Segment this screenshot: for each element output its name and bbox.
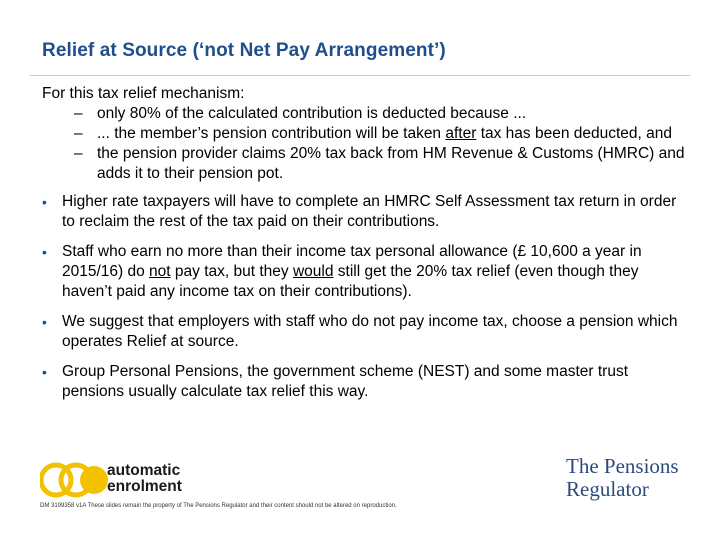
ae-line-1: automatic <box>107 462 181 479</box>
bullet-higher-rate <box>42 192 692 232</box>
footer-disclaimer: DM 3199358 v1A These slides remain the property of The Pensions Regulator and their content should not be altered on reproduction. <box>40 503 397 509</box>
bullet-personal-allowance <box>42 242 692 302</box>
bullet-text: Group Personal Pensions, the government scheme (NEST) and some master trust pensions usually calculate tax relief this way. <box>62 363 628 400</box>
dash-marker: – <box>74 125 83 142</box>
automatic-enrolment-wordmark <box>107 463 182 495</box>
dash-item-text: ... the member’s pension contribution will be taken <box>97 125 446 142</box>
emphasis-not: not <box>149 263 171 280</box>
dash-marker: – <box>74 145 83 162</box>
bullet-text-end: still get the 20% tax relief (even though they haven’t paid any income tax on their contributions). <box>62 263 639 300</box>
dash-item-1 <box>42 104 692 124</box>
bullet-schemes <box>42 362 692 402</box>
bullet-suggestion <box>42 312 692 352</box>
dash-item-3 <box>42 144 692 184</box>
emphasis-would: would <box>292 263 334 280</box>
bullet-dot-icon: • <box>42 194 47 210</box>
intro-text: For this tax relief mechanism: <box>42 85 245 102</box>
bullet-dot-icon: • <box>42 314 47 330</box>
slide-body <box>42 84 692 412</box>
bullet-list <box>42 192 692 402</box>
tpr-line-2: Regulator <box>566 477 649 501</box>
bullet-text: Staff who earn no more than their income tax personal allowance (£ 10,600 a year in 2015/16) do <box>62 243 642 280</box>
dash-item-text-end: tax has been deducted, and <box>476 125 673 142</box>
bullet-dot-icon: • <box>42 244 47 260</box>
pensions-regulator-logo <box>566 455 679 501</box>
bullet-text: Higher rate taxpayers will have to complete an HMRC Self Assessment tax return in order to reclaim the rest of the tax paid on their contributions. <box>62 193 677 230</box>
bullet-text-mid: pay tax, but they <box>170 263 293 280</box>
tpr-line-1: The Pensions <box>566 454 679 478</box>
bullet-text: We suggest that employers with staff who do not pay income tax, choose a pension which operates Relief at source. <box>62 313 678 350</box>
ae-line-2: enrolment <box>107 478 182 495</box>
dash-item-text: only 80% of the calculated contribution is deducted because ... <box>97 105 527 122</box>
bullet-dot-icon: • <box>42 364 47 380</box>
title-divider <box>30 75 690 76</box>
logo-disc <box>80 466 108 494</box>
dash-item-text: the pension provider claims 20% tax back from HM Revenue & Customs (HMRC) and adds it to their pension pot. <box>97 145 685 182</box>
dash-item-2 <box>42 124 692 144</box>
slide-title: Relief at Source (‘not Net Pay Arrangement’) <box>42 40 446 61</box>
emphasis-after: after <box>445 125 477 142</box>
dash-marker: – <box>74 105 83 122</box>
